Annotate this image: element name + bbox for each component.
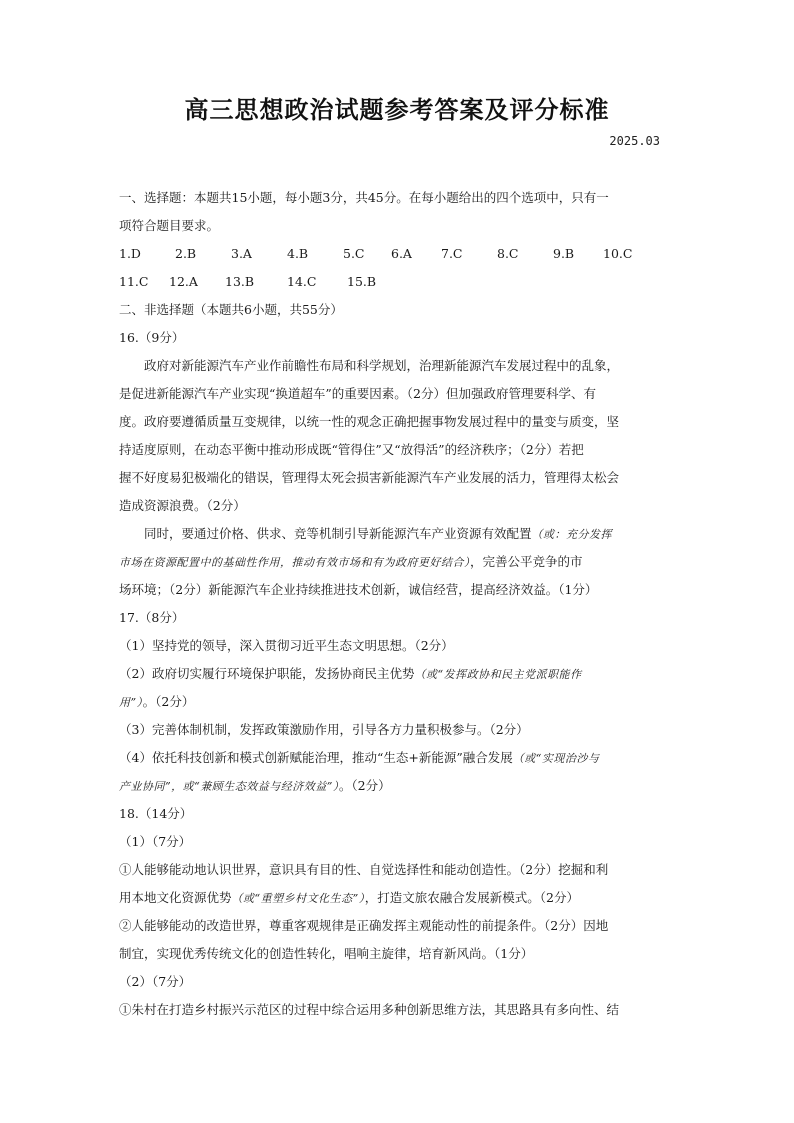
- q17-item4-cont: [119, 772, 675, 800]
- section1-intro-line2: 项符合题目要求。: [119, 218, 220, 233]
- q17-item4-text: （4）依托科技创新和模式创新赋能治理，推动“生态+新能源”融合发展: [119, 750, 513, 765]
- q18-sub2-label: （2）（7分）: [119, 974, 192, 989]
- q16-alt-note: 市场在资源配置中的基础性作用，推动有效市场和有为政府更好结合）: [119, 556, 470, 569]
- q16-text-line: 度。政府要遵循质量互变规律，以统一性的观念正确把握事物发展过程中的量变与质变，坚: [119, 414, 620, 429]
- q17-label: 17.（8分）: [119, 610, 185, 625]
- answer-item: 7.C: [441, 246, 463, 261]
- q16-text-line: 握不好度易犯极端化的错误，管理得太死会损害新能源汽车产业发展的活力，管理得太松会: [119, 470, 620, 485]
- q16-para2-line1: [119, 520, 675, 548]
- q16-label: 16.（9分）: [119, 330, 185, 345]
- q17-item3: （3）完善体制机制，发挥政策激励作用，引导各方力量积极参与。（2分）: [119, 722, 529, 737]
- answer-item: 12.A: [169, 274, 198, 289]
- q17-item2-text: （2）政府切实履行环境保护职能，发扬协商民主优势: [119, 666, 415, 681]
- q17-item4: [119, 744, 675, 772]
- answer-item: 14.C: [287, 274, 317, 289]
- q16-text-line: 造成资源浪费。（2分）: [119, 498, 246, 513]
- answer-row-1: [119, 240, 675, 268]
- q18-sub1-line: [119, 884, 675, 912]
- q17-item2-score: 。（2分）: [142, 694, 195, 709]
- answer-item: 4.B: [287, 246, 309, 261]
- q16-para2-line3: 场环境；（2分）新能源汽车企业持续推进技术创新，诚信经营，提高经济效益。（1分）: [119, 582, 598, 597]
- q17-alt-note: 用”）: [119, 696, 143, 709]
- section1-intro-line1: 一、选择题：本题共15小题，每小题3分，共45分。在每小题给出的四个选项中，只有一: [119, 190, 609, 205]
- answer-item: 10.C: [603, 246, 633, 261]
- q17-item2: [119, 660, 675, 688]
- page-title: 高三思想政治试题参考答案及评分标准: [184, 95, 610, 124]
- answer-item: 15.B: [347, 274, 377, 289]
- q17-item1: （1）坚持党的领导，深入贯彻习近平生态文明思想。（2分）: [119, 638, 454, 653]
- q18-sub1-line: 制宜，实现优秀传统文化的创造性转化，唱响主旋律，培育新风尚。（1分）: [119, 946, 534, 961]
- exam-date: 2025.03: [609, 134, 660, 148]
- q18-sub1-line: ②人能够能动的改造世界，尊重客观规律是正确发挥主观能动性的前提条件。（2分）因地: [119, 918, 609, 933]
- q18-sub2-line: ①朱村在打造乡村振兴示范区的过程中综合运用多种创新思维方法，其思路具有多向性、结: [119, 1002, 620, 1017]
- answer-row-2: [119, 268, 675, 296]
- q16-text-line: 政府对新能源汽车产业作前瞻性布局和科学规划，治理新能源汽车发展过程中的乱象，: [144, 358, 620, 373]
- q18-sub1-label: （1）（7分）: [119, 834, 192, 849]
- answer-item: 8.C: [497, 246, 519, 261]
- q16-para2-line2: [119, 548, 675, 576]
- answer-item: 9.B: [553, 246, 575, 261]
- answer-item: 3.A: [231, 246, 252, 261]
- answer-item: 2.B: [175, 246, 197, 261]
- q18-sub1-text: 用本地文化资源优势: [119, 890, 232, 905]
- q16-alt-note: （或：充分发挥: [531, 528, 613, 541]
- q18-label: 18.（14分）: [119, 806, 193, 821]
- q18-sub1-text: ，打造文旅农融合发展新模式。（2分）: [364, 890, 579, 905]
- document-body: [119, 184, 675, 1024]
- q18-alt-note: （或“重塑乡村文化生态”）: [231, 892, 365, 905]
- q17-item2-cont: [119, 688, 675, 716]
- answer-item: 13.B: [225, 274, 255, 289]
- q17-alt-note: 产业协同”，或“兼顾生态效益与经济效益”）: [119, 780, 339, 793]
- answer-item: 5.C: [343, 246, 365, 261]
- q16-text-line: 是促进新能源汽车产业实现“换道超车”的重要因素。（2分）但加强政府管理要科学、有: [119, 386, 596, 401]
- q16-para2-text: ，完善公平竞争的市: [470, 554, 583, 569]
- answer-item: 11.C: [119, 274, 149, 289]
- section2-heading: 二、非选择题（本题共6小题，共55分）: [119, 302, 343, 317]
- q17-alt-note: （或“发挥政协和民主党派职能作: [414, 668, 582, 681]
- q18-sub1-line: ①人能够能动地认识世界，意识具有目的性、自觉选择性和能动创造性。（2分）挖掘和利: [119, 862, 609, 877]
- q17-alt-note: （或“实现治沙与: [512, 752, 600, 765]
- q16-para2-text: 同时，要通过价格、供求、竞等机制引导新能源汽车产业资源有效配置: [144, 526, 532, 541]
- q16-text-line: 持适度原则，在动态平衡中推动形成既“管得住”又“放得活”的经济秩序；（2分）若把: [119, 442, 584, 457]
- answer-item: 6.A: [391, 246, 412, 261]
- answer-item: 1.D: [119, 246, 141, 261]
- q17-item4-score: 。（2分）: [338, 778, 391, 793]
